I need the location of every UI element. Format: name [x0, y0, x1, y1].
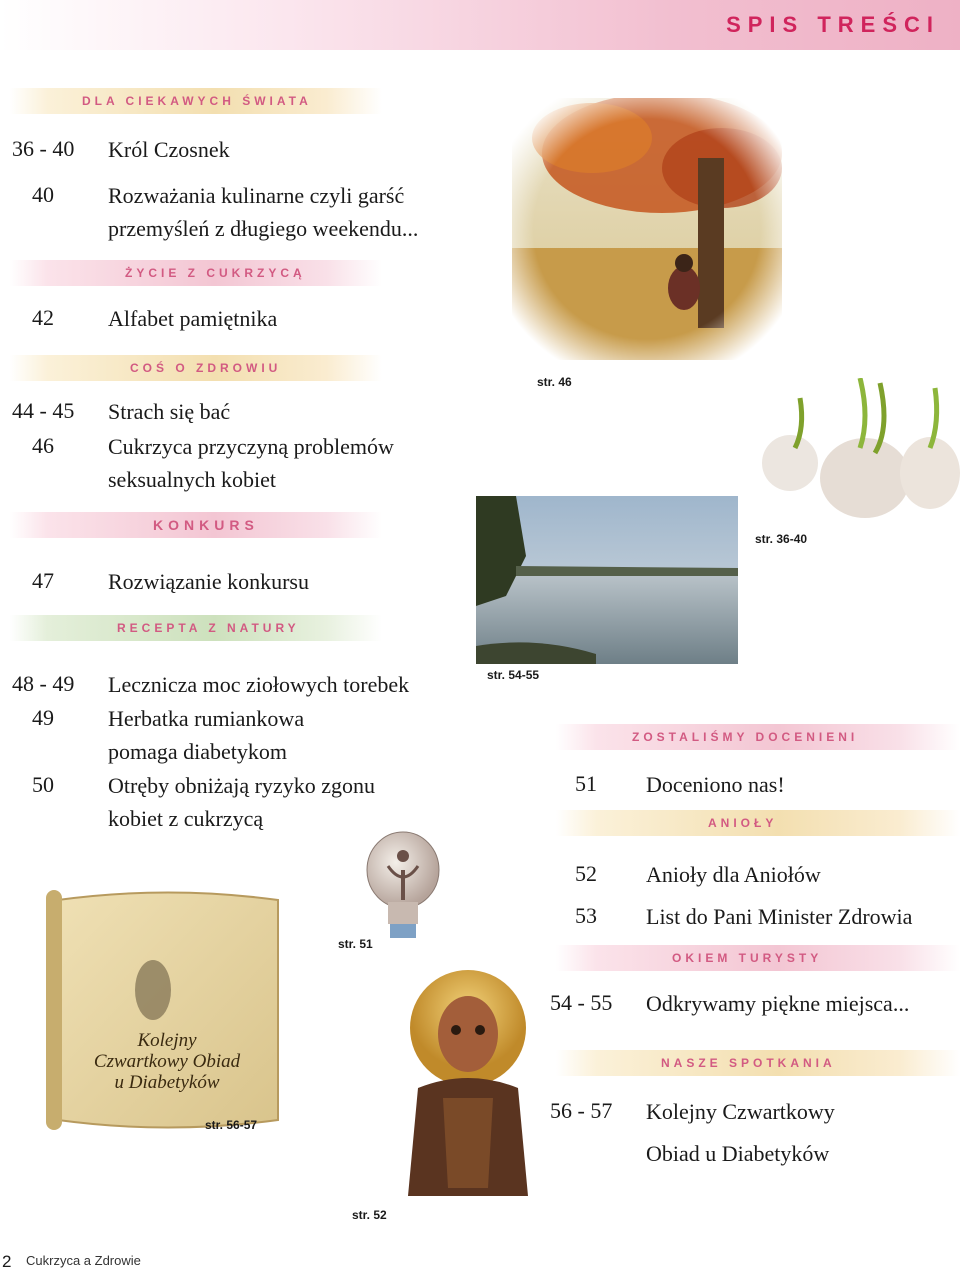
- section-anioly: ANIOŁY: [556, 810, 960, 836]
- caption-autumn: str. 46: [537, 375, 572, 389]
- scroll-line: u Diabetyków: [114, 1072, 220, 1093]
- entry-title: Cukrzyca przyczyną problemów: [108, 434, 394, 459]
- caption-scroll: str. 56-57: [205, 1118, 258, 1132]
- caption-bulb: str. 51: [338, 937, 373, 951]
- caption-garlic: str. 36-40: [755, 532, 808, 546]
- entry-title: Lecznicza moc ziołowych torebek: [108, 672, 410, 697]
- parchment-scroll-image: [38, 880, 296, 1142]
- section-okiem-turysty: OKIEM TURYSTY: [556, 945, 960, 971]
- entry-number: 49: [32, 705, 54, 730]
- section-cos-o-zdrowiu: COŚ O ZDROWIU: [10, 355, 382, 381]
- caption-angel: str. 52: [352, 1208, 387, 1222]
- entry-number: 40: [32, 182, 54, 207]
- lake-photo: [476, 496, 738, 664]
- page-title: SPIS TREŚCI: [726, 12, 940, 37]
- entry-title: Anioły dla Aniołów: [646, 862, 821, 887]
- section-dla-ciekawych-swiata: DLA CIEKAWYCH ŚWIATA: [10, 88, 382, 114]
- entry-title: seksualnych kobiet: [108, 467, 277, 492]
- section-recepta-z-natury: RECEPTA Z NATURY: [10, 615, 382, 641]
- entry-title: Kolejny Czwartkowy: [646, 1099, 835, 1124]
- entry-title: Król Czosnek: [108, 137, 230, 162]
- page-number: 2: [2, 1252, 12, 1271]
- entry-number: 44 - 45: [12, 398, 75, 423]
- entry-number: 53: [575, 903, 597, 928]
- entry-title: Alfabet pamiętnika: [108, 306, 278, 331]
- section-zycie-z-cukrzyca: ŻYCIE Z CUKRZYCĄ: [10, 260, 382, 286]
- autumn-tree-photo: [512, 98, 782, 360]
- section-zostalismy-docenieni: ZOSTALIŚMY DOCENIENI: [556, 724, 960, 750]
- section-nasze-spotkania: NASZE SPOTKANIA: [556, 1050, 960, 1076]
- entry-number: 52: [575, 861, 597, 886]
- entry-title: Herbatka rumiankowa: [108, 706, 305, 731]
- entry-title: kobiet z cukrzycą: [108, 806, 264, 831]
- entry-number: 42: [32, 305, 54, 330]
- header-bar: [0, 0, 960, 50]
- entry-title: List do Pani Minister Zdrowia: [646, 904, 913, 929]
- light-bulb-photo: [362, 830, 444, 945]
- entry-number: 56 - 57: [550, 1098, 613, 1123]
- entry-title: Rozwiązanie konkursu: [108, 569, 309, 594]
- garlic-photo: [750, 378, 960, 528]
- scroll-text: [38, 1030, 296, 1093]
- caption-lake: str. 54-55: [487, 668, 540, 682]
- entry-title: przemyśleń z długiego weekendu...: [108, 216, 419, 241]
- entry-title: pomaga diabetykom: [108, 739, 288, 764]
- magazine-name: Cukrzyca a Zdrowie: [26, 1253, 141, 1268]
- entry-title: Odkrywamy piękne miejsca...: [646, 991, 910, 1016]
- scroll-line: Czwartkowy Obiad: [93, 1051, 241, 1072]
- entry-number: 50: [32, 772, 54, 797]
- entry-title: Doceniono nas!: [646, 772, 785, 797]
- scroll-line: Kolejny: [137, 1030, 197, 1051]
- entry-number: 54 - 55: [550, 990, 613, 1015]
- entry-number: 36 - 40: [12, 136, 75, 161]
- entry-number: 47: [32, 568, 54, 593]
- entry-title: Strach się bać: [108, 399, 231, 424]
- entry-title: Obiad u Diabetyków: [646, 1141, 830, 1166]
- entry-number: 46: [32, 433, 54, 458]
- entry-number: 48 - 49: [12, 671, 75, 696]
- section-konkurs: KONKURS: [10, 512, 382, 538]
- angel-icon-painting: [398, 968, 538, 1196]
- entry-number: 51: [575, 771, 597, 796]
- entry-title: Otręby obniżają ryzyko zgonu: [108, 773, 375, 798]
- entry-title: Rozważania kulinarne czyli garść: [108, 183, 405, 208]
